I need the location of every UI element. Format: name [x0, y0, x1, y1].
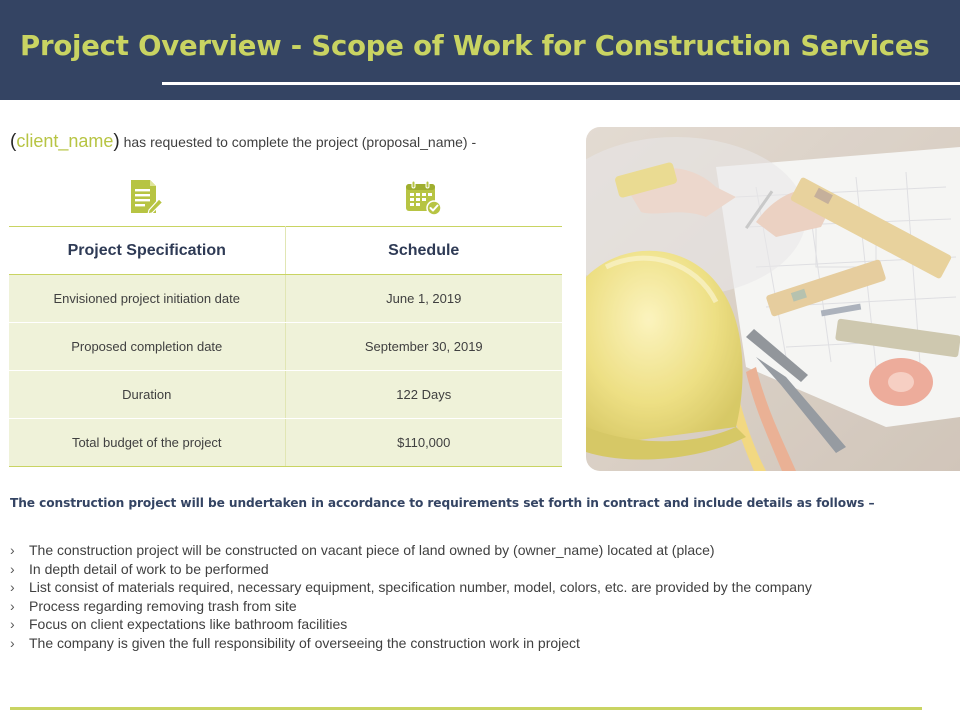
- footer-divider: [10, 707, 922, 710]
- list-item: [10, 634, 812, 653]
- bullet-chevron-icon: ›: [10, 560, 15, 577]
- row-value: June 1, 2019: [285, 275, 562, 323]
- row-value: September 30, 2019: [285, 323, 562, 371]
- list-item-text: List consist of materials required, necessary equipment, specification number, model, colors, etc. are provided by the company: [29, 579, 812, 596]
- bullet-chevron-icon: ›: [10, 616, 15, 633]
- construction-tools-photo: [586, 127, 960, 471]
- header-banner: [0, 0, 960, 100]
- row-label: Proposed completion date: [9, 323, 285, 371]
- document-edit-icon: [130, 180, 164, 216]
- table-row: [9, 275, 562, 323]
- scope-heading: The construction project will be undertaken in accordance to requirements set forth in contract and include details as follows –: [10, 496, 875, 510]
- bullet-chevron-icon: ›: [10, 579, 15, 596]
- row-label: Duration: [9, 371, 285, 419]
- row-label: Envisioned project initiation date: [9, 275, 285, 323]
- row-value: 122 Days: [285, 371, 562, 419]
- table-row: [9, 323, 562, 371]
- list-item-text: Focus on client expectations like bathroom facilities: [29, 616, 348, 633]
- list-item-text: In depth detail of work to be performed: [29, 560, 269, 577]
- column-header-specification: Project Specification: [9, 227, 285, 275]
- list-item: [10, 541, 812, 560]
- row-value: $110,000: [285, 419, 562, 467]
- bullet-chevron-icon: ›: [10, 597, 15, 614]
- list-item-text: The company is given the full responsibility of overseeing the construction work in project: [29, 634, 580, 651]
- intro-close-paren: ): [113, 131, 120, 152]
- bullet-chevron-icon: ›: [10, 634, 15, 651]
- calendar-check-icon: [405, 180, 443, 216]
- column-header-schedule: Schedule: [285, 227, 562, 275]
- table-row: [9, 371, 562, 419]
- list-item: [10, 597, 812, 616]
- list-item: [10, 560, 812, 579]
- row-label: Total budget of the project: [9, 419, 285, 467]
- list-item-text: Process regarding removing trash from site: [29, 597, 297, 614]
- list-item: [10, 578, 812, 597]
- scope-bullet-list: [10, 541, 812, 653]
- header-divider: [162, 82, 960, 85]
- bullet-chevron-icon: ›: [10, 542, 15, 558]
- intro-open-paren: (: [10, 131, 17, 152]
- list-item: [10, 615, 812, 634]
- intro-line: [10, 131, 476, 153]
- table-header-row: [9, 227, 562, 275]
- table-row: [9, 419, 562, 467]
- page-title: Project Overview - Scope of Work for Construction Services: [20, 30, 930, 62]
- project-schedule-table: [9, 226, 562, 467]
- list-item-text: The construction project will be constructed on vacant piece of land owned by (owner_name) located at (place): [29, 542, 715, 558]
- client-name: client_name: [16, 131, 114, 151]
- intro-text: has requested to complete the project (proposal_name) -: [119, 134, 477, 150]
